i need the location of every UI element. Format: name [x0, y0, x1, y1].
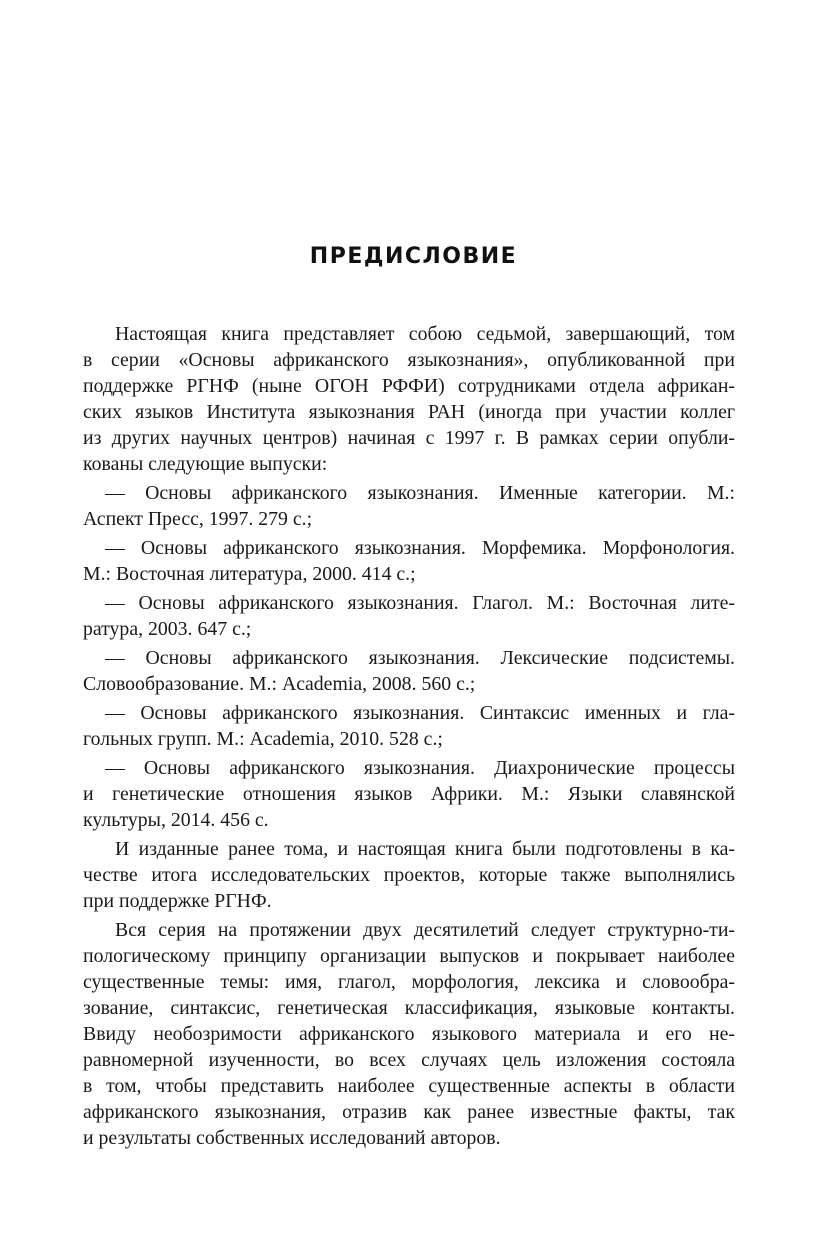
bibliography-item — [83, 645, 735, 697]
bibliography-item — [83, 535, 735, 587]
text-line: и результаты собственных исследований авторов. — [83, 1127, 501, 1149]
text-line: из других научных центров) начиная с 1997 г. В рамках серии опубли- — [83, 427, 735, 449]
text-line: гольных групп. М.: Academia, 2010. 528 с.; — [83, 728, 443, 750]
text-line: поддержке РГНФ (ныне ОГОН РФФИ) сотрудниками отдела африкан- — [83, 375, 735, 397]
text-line: африканского языкознания, отразив как ранее известные факты, так — [83, 1101, 735, 1123]
text-line: кованы следующие выпуски: — [83, 453, 328, 475]
text-line: — Основы африканского языкознания. Диахронические процессы — [105, 757, 735, 779]
text-line: в серии «Основы африканского языкознания», опубликованной при — [83, 349, 735, 371]
text-line: Вся серия на протяжении двух десятилетий следует структурно-ти- — [115, 919, 735, 941]
bibliography-item — [83, 480, 735, 532]
bibliography-item — [83, 700, 735, 752]
text-line: и генетические отношения языков Африки. М.: Языки славянской — [83, 783, 735, 805]
text-line: ских языков Института языкознания РАН (иногда при участии коллег — [83, 401, 735, 423]
text-line: существенные темы: имя, глагол, морфология, лексика и словообра- — [83, 971, 735, 993]
page-title: ПРЕДИСЛОВИЕ — [309, 244, 518, 269]
text-line: Ввиду необозримости африканского языкового материала и его не- — [83, 1023, 735, 1045]
paragraph — [83, 836, 735, 914]
text-line: — Основы африканского языкознания. Именные категории. М.: — [105, 482, 735, 504]
paragraph — [83, 321, 735, 477]
text-line: культуры, 2014. 456 с. — [83, 809, 269, 831]
text-line: — Основы африканского языкознания. Глагол. М.: Восточная лите- — [105, 592, 735, 614]
text-line: в том, чтобы представить наиболее существенные аспекты в области — [83, 1075, 735, 1097]
text-line: — Основы африканского языкознания. Лексические подсистемы. — [105, 647, 735, 669]
preface-body — [83, 321, 735, 1154]
text-line: пологическому принципу организации выпусков и покрывает наиболее — [83, 945, 735, 967]
text-line: Настоящая книга представляет собою седьмой, завершающий, том — [115, 323, 735, 345]
paragraph — [83, 917, 735, 1151]
text-line: — Основы африканского языкознания. Синтаксис именных и гла- — [105, 702, 735, 724]
text-line: М.: Восточная литература, 2000. 414 с.; — [83, 563, 416, 585]
text-line: зование, синтаксис, генетическая классификация, языковые контакты. — [83, 997, 735, 1019]
paragraph-gap — [83, 1151, 735, 1154]
bibliography-item — [83, 590, 735, 642]
text-line: равномерной изученности, во всех случаях цель изложения состояла — [83, 1049, 735, 1071]
text-line: — Основы африканского языкознания. Морфемика. Морфонология. — [105, 537, 735, 559]
text-line: Словообразование. М.: Academia, 2008. 560 с.; — [83, 673, 476, 695]
text-line: при поддержке РГНФ. — [83, 890, 272, 912]
text-line: Аспект Пресс, 1997. 279 с.; — [83, 508, 313, 530]
text-line: ратура, 2003. 647 с.; — [83, 618, 252, 640]
text-line: И изданные ранее тома, и настоящая книга были подготовлены в ка- — [115, 838, 735, 860]
bibliography-item — [83, 755, 735, 833]
text-line: честве итога исследовательских проектов, которые также выполнялись — [83, 864, 735, 886]
